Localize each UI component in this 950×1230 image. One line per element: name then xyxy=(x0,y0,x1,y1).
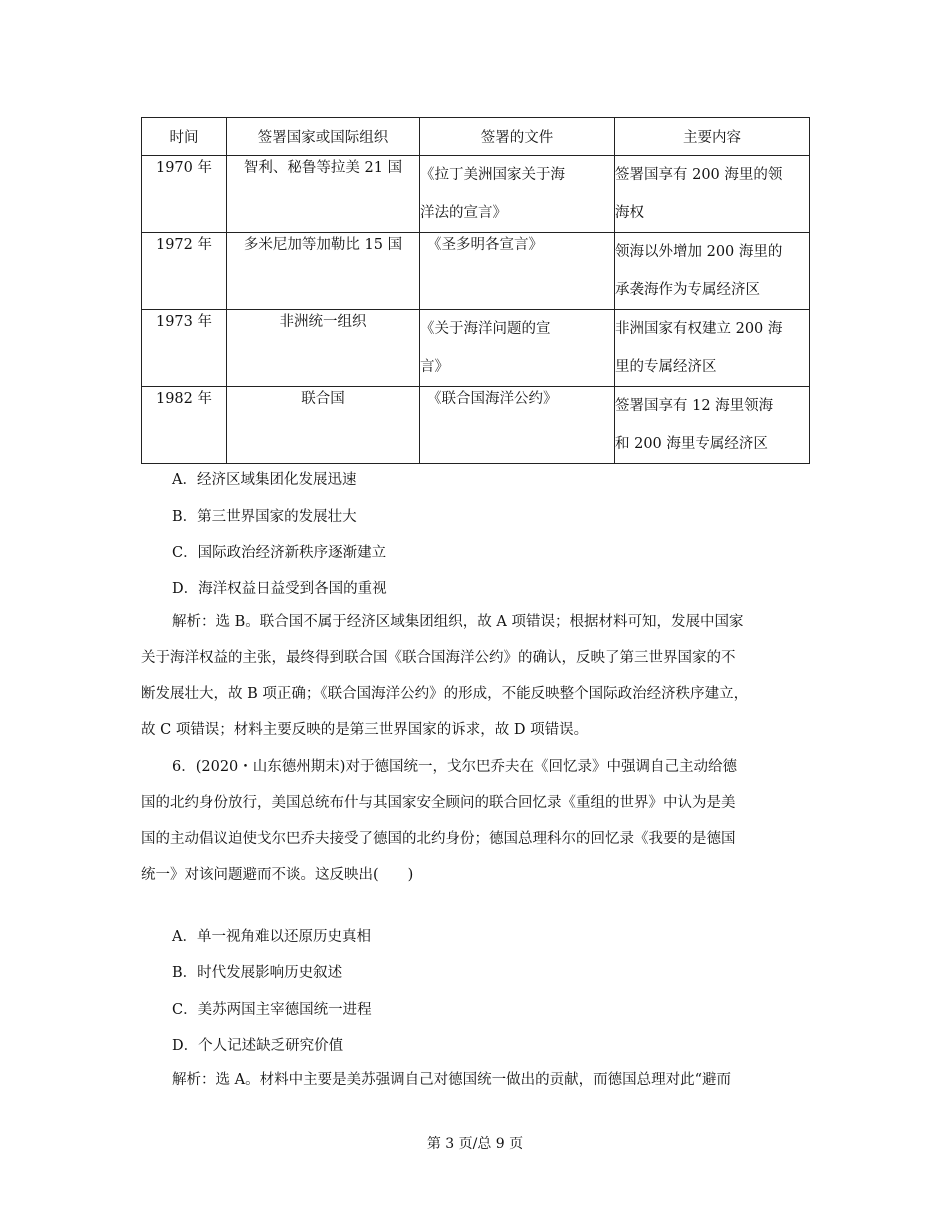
cell-document xyxy=(420,233,615,310)
header-time: 时间 xyxy=(142,118,227,156)
q5-option-a: A．经济区域集团化发展迅速 xyxy=(172,472,357,488)
cell-document xyxy=(420,387,615,464)
header-document: 签署的文件 xyxy=(420,118,615,156)
analysis-line: 关于海洋权益的主张，最终得到联合国《联合国海洋公约》的确认，反映了第三世界国家的不 xyxy=(141,650,736,666)
analysis-line: 解析：选 B。联合国不属于经济区域集团组织，故 A 项错误；根据材料可知，发展中国家 xyxy=(172,614,744,630)
q6-option-d: D．个人记述缺乏研究价值 xyxy=(172,1038,344,1054)
table-row xyxy=(142,310,810,387)
cell-line: 里的专属经济区 xyxy=(615,359,717,375)
q5-option-b: B．第三世界国家的发展壮大 xyxy=(172,509,357,525)
cell-document xyxy=(420,156,615,233)
cell-line: 《联合国海洋公约》 xyxy=(427,391,558,407)
cell-year: 1972 年 xyxy=(142,233,227,310)
table-row xyxy=(142,233,810,310)
cell-line: 《圣多明各宣言》 xyxy=(427,237,543,253)
analysis-line: 故 C 项错误；材料主要反映的是第三世界国家的诉求，故 D 项错误。 xyxy=(141,722,589,738)
table-row xyxy=(142,156,810,233)
header-content: 主要内容 xyxy=(615,118,810,156)
cell-year: 1973 年 xyxy=(142,310,227,387)
cell-year: 1982 年 xyxy=(142,387,227,464)
stem-line: 国的主动倡议迫使戈尔巴乔夫接受了德国的北约身份；德国总理科尔的回忆录《我要的是德国 xyxy=(141,831,736,847)
cell-line: 洋法的宣言》 xyxy=(420,205,507,221)
table-row xyxy=(142,387,810,464)
analysis-line: 断发展壮大，故 B 项正确；《联合国海洋公约》的形成，不能反映整个国际政治经济秩序建立， xyxy=(141,686,749,702)
stem-line: 统一》对该问题避而不谈。这反映出( ) xyxy=(141,867,414,883)
treaty-table xyxy=(141,117,810,464)
cell-line: 海权 xyxy=(615,205,644,221)
cell-line: 言》 xyxy=(420,359,449,375)
page-number: 第 3 页/总 9 页 xyxy=(426,1136,524,1152)
header-party: 签署国家或国际组织 xyxy=(227,118,420,156)
cell-content xyxy=(615,233,810,310)
q6-option-b: B．时代发展影响历史叙述 xyxy=(172,965,343,981)
q6-option-a: A．单一视角难以还原历史真相 xyxy=(172,929,371,945)
q6-stem xyxy=(141,749,821,893)
cell-line: 承袭海作为专属经济区 xyxy=(615,282,760,298)
stem-line: 国的北约身份放行，美国总统布什与其国家安全顾问的联合回忆录《重组的世界》中认为是美 xyxy=(141,795,736,811)
cell-line: 签署国享有 12 海里领海 xyxy=(615,398,774,414)
table-header-row xyxy=(142,118,810,156)
cell-party: 多米尼加等加勒比 15 国 xyxy=(227,233,420,310)
analysis-line: 解析：选 A。材料中主要是美苏强调自己对德国统一做出的贡献，而德国总理对此“避而 xyxy=(172,1072,731,1088)
cell-document xyxy=(420,310,615,387)
cell-line: 非洲国家有权建立 200 海 xyxy=(615,321,783,337)
cell-line: 《关于海洋问题的宣 xyxy=(420,321,551,337)
cell-content xyxy=(615,310,810,387)
cell-line: 领海以外增加 200 海里的 xyxy=(615,244,783,260)
q5-option-d: D．海洋权益日益受到各国的重视 xyxy=(172,581,387,597)
cell-party: 联合国 xyxy=(227,387,420,464)
cell-line: 和 200 海里专属经济区 xyxy=(615,436,768,452)
cell-line: 签署国享有 200 海里的领 xyxy=(615,167,783,183)
cell-party: 智利、秘鲁等拉美 21 国 xyxy=(227,156,420,233)
q6-analysis xyxy=(141,1062,821,1098)
cell-content xyxy=(615,156,810,233)
stem-line: 6．(2020・山东德州期末)对于德国统一，戈尔巴乔夫在《回忆录》中强调自己主动给德 xyxy=(172,759,737,775)
cell-line: 《拉丁美洲国家关于海 xyxy=(420,167,565,183)
cell-party: 非洲统一组织 xyxy=(227,310,420,387)
q6-option-c: C．美苏两国主宰德国统一进程 xyxy=(172,1002,372,1018)
q5-option-c: C．国际政治经济新秩序逐渐建立 xyxy=(172,545,387,561)
cell-year: 1970 年 xyxy=(142,156,227,233)
cell-content xyxy=(615,387,810,464)
q5-analysis xyxy=(141,604,821,748)
